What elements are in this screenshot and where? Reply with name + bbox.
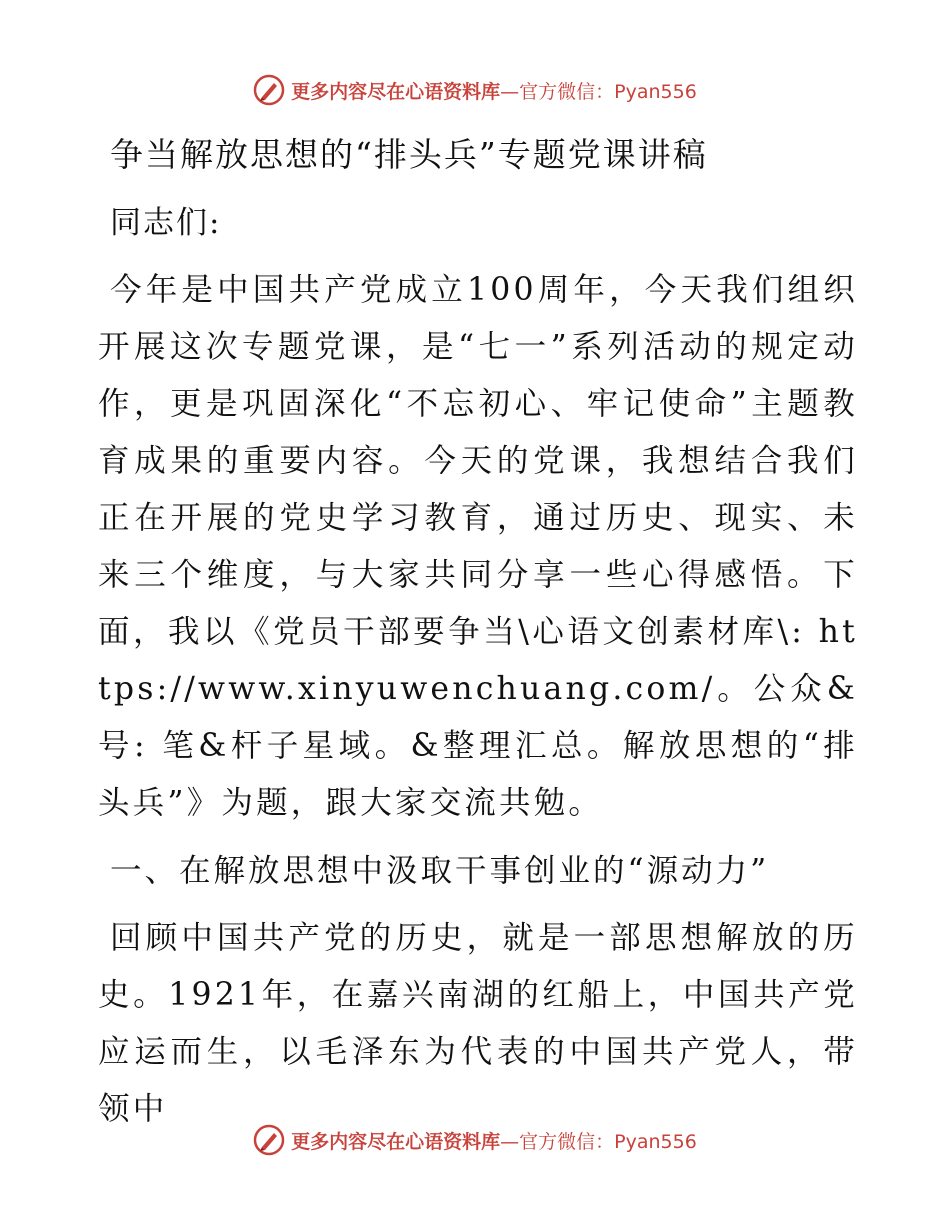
section-heading-1: 一、在解放思想中汲取干事创业的“源动力” xyxy=(110,853,770,889)
footer-banner xyxy=(0,1120,950,1160)
paragraph-history: 回顾中国共产党的历史，就是一部思想解放的历史。1921年，在嘉兴南湖的红船上，中国共产党应运而生，以毛泽东为代表的中国共产党人，带领中 xyxy=(98,920,858,1127)
document-body xyxy=(98,118,858,1148)
footer-banner-text: 更多内容尽在心语资料库—官方微信：Pyan556 xyxy=(291,1130,697,1153)
pen-logo-icon xyxy=(253,74,285,106)
pen-logo-icon xyxy=(253,1124,285,1156)
salutation: 同志们: xyxy=(110,205,222,241)
paragraph-intro: 今年是中国共产党成立100周年，今天我们组织开展这次专题党课，是“七一”系列活动的规定动作，更是巩固深化“不忘初心、牢记使命”主题教育成果的重要内容。今天的党课，我想结合我们正在开展的党史学习教育，通过历史、现实、未来三个维度，与大家共同分享一些心得感悟。下面，我以《党员干部要争当\心语文创素材库\: https://www.xinyuwenchuang.com/。公众&号: 笔&杆子星域。&整理汇总。解放思想的“排头兵”》为题，跟大家交流共勉。 xyxy=(98,272,858,821)
document-title: 争当解放思想的“排头兵”专题党课讲稿 xyxy=(110,135,708,174)
header-banner-text: 更多内容尽在心语资料库—官方微信：Pyan556 xyxy=(291,80,697,103)
header-banner xyxy=(0,70,950,110)
